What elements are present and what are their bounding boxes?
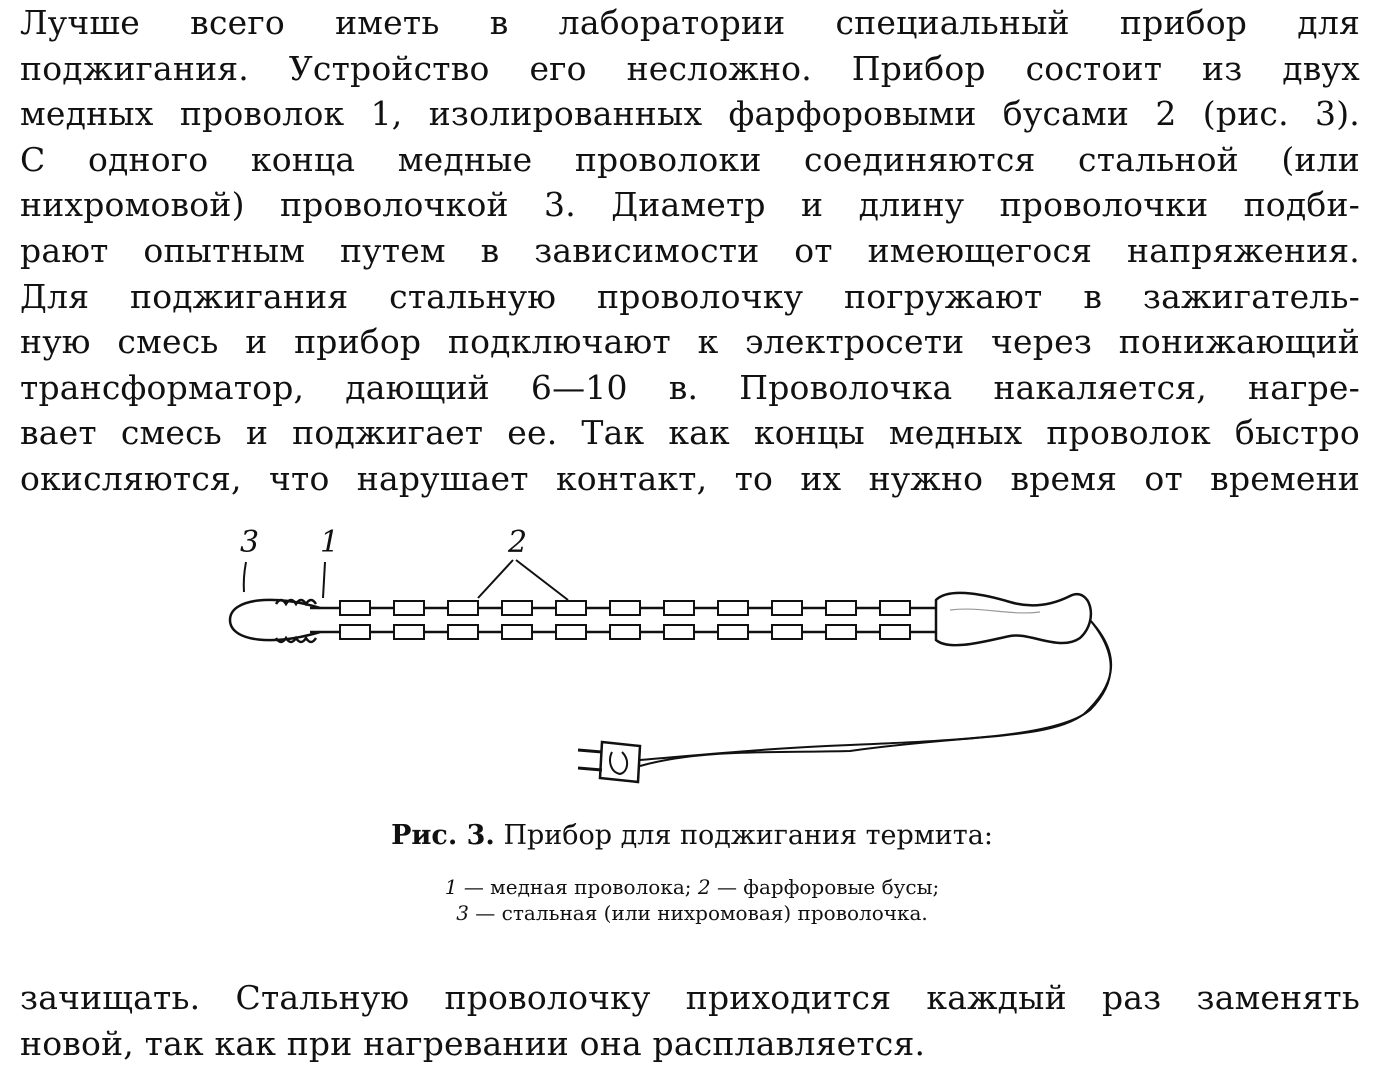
label-steel-wire: 3 [240,525,260,560]
text-line: С одного конца медные проволоки соединяются стальной (или [20,139,1360,179]
leader-lines [244,560,568,600]
handle [936,593,1091,645]
figure-legend-line-1 [0,874,1384,900]
text-line: рают опытным путем в зависимости от имеющегося напряжения. [20,230,1360,270]
twisted-cord [640,620,1111,760]
text-line: медных проволок 1, изолированных фарфоровыми бусами 2 (рис. 3). [20,94,1360,134]
porcelain-bead [502,601,532,615]
legend-number: 2 [697,875,711,899]
legend-text: — медная проволока; [457,875,698,899]
porcelain-bead [448,625,478,639]
porcelain-bead [340,601,370,615]
porcelain-bead [502,625,532,639]
label-copper-wire: 1 [320,525,340,560]
porcelain-bead [826,625,856,639]
porcelain-bead [718,601,748,615]
porcelain-bead [340,625,370,639]
porcelain-bead [772,625,802,639]
paragraph-2 [20,975,1360,1066]
porcelain-bead [610,625,640,639]
text-line: Лучше всего иметь в лаборатории специальный прибор для [20,3,1360,42]
text-line: поджигания. Устройство его несложно. Прибор состоит из двух [20,48,1360,88]
figure-ignition-device [210,520,1130,810]
text-line: зачищать. Стальную проволочку приходится каждый раз заменять [20,978,1360,1017]
legend-text: — фарфоровые бусы; [710,875,940,899]
porcelain-bead [448,601,478,615]
porcelain-bead [610,601,640,615]
figure-legend-line-2 [0,900,1384,926]
legend-number: 1 [444,875,458,899]
ignition-device-drawing [210,520,1130,810]
porcelain-bead [772,601,802,615]
text-line: трансформатор, дающий 6—10 в. Проволочка накаляется, нагре- [20,367,1360,407]
porcelain-bead [880,625,910,639]
porcelain-bead [826,601,856,615]
label-beads: 2 [508,525,528,560]
legend-number: 3 [456,901,469,925]
porcelain-bead [718,625,748,639]
plug [578,742,640,782]
text-line: новой, так как при нагревании она расплавляется. [20,1023,926,1063]
text-line: вает смесь и поджигает ее. Так как концы медных проволок быстро [20,413,1360,453]
figure-caption-title [0,816,1384,856]
text-line: ную смесь и прибор подключают к электросети через понижающий [20,322,1360,362]
porcelain-bead [556,601,586,615]
figure-title: Прибор для поджигания термита: [503,820,993,851]
text-line: нихромовой) проволочкой 3. Диаметр и длину проволочки подби- [20,185,1360,225]
text-line: окисляются, что нарушает контакт, то их нужно время от времени [20,458,1360,498]
wire-joint-top [276,600,316,604]
text-line: Для поджигания стальную проволочку погружают в зажигатель- [20,276,1360,316]
steel-wire-loop [230,600,320,640]
figure-number: Рис. 3. [391,820,495,851]
porcelain-bead [664,625,694,639]
porcelain-bead [394,625,424,639]
legend-text: — стальная (или нихромовая) проволочка. [468,901,928,925]
porcelain-bead [664,601,694,615]
porcelain-bead [880,601,910,615]
porcelain-bead [556,625,586,639]
paragraph-1 [20,0,1360,502]
porcelain-bead [394,601,424,615]
